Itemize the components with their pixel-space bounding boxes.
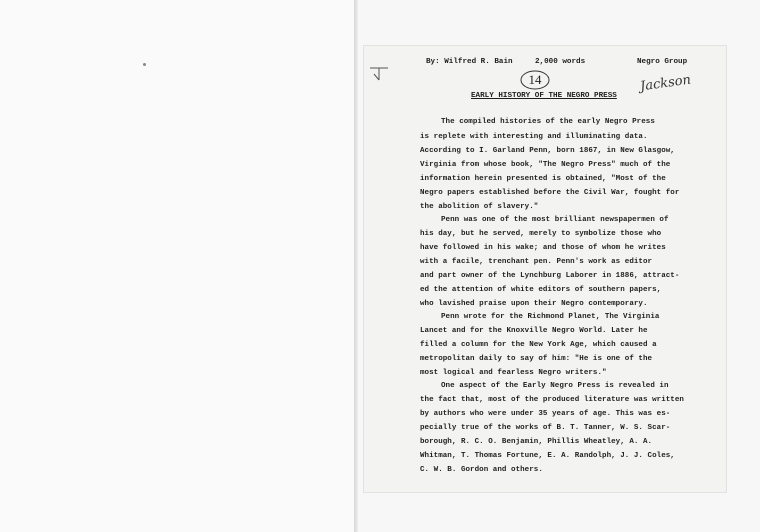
text-line: filled a column for the New York Age, which caused a	[420, 341, 657, 349]
text-line: Lancet and for the Knoxville Negro World. Later he	[420, 327, 648, 335]
text-line: metropolitan daily to say of him: "He is one of the	[420, 355, 653, 363]
margin-check-mark	[366, 60, 392, 86]
text-line: his day, but he served, merely to symbolize those who	[420, 230, 662, 238]
text-line: borough, R. C. O. Benjamin, Phillis Wheatley, A. A.	[420, 438, 653, 446]
text-line: One aspect of the Early Negro Press is revealed in	[441, 382, 669, 390]
word-count: 2,000 words	[535, 58, 586, 66]
text-line: ed the attention of white editors of southern papers,	[420, 286, 662, 294]
text-line: Virginia from whose book, "The Negro Press" much of the	[420, 161, 671, 169]
text-line: Whitman, T. Thomas Fortune, E. A. Randolph, J. J. Coles,	[420, 452, 675, 460]
text-line: The compiled histories of the early Negro Press	[441, 118, 655, 126]
speck-mark	[143, 63, 146, 66]
page-number	[519, 69, 551, 91]
text-line: is replete with interesting and illuminating data.	[420, 133, 648, 141]
text-line: pecially true of the works of B. T. Tanner, W. S. Scar-	[420, 424, 671, 432]
text-line: According to I. Garland Penn, born 1867, in New Glasgow,	[420, 147, 675, 155]
text-line: with a facile, trenchant pen. Penn's work as editor	[420, 258, 653, 266]
text-line: C. W. B. Gordon and others.	[420, 466, 543, 474]
text-line: and part owner of the Lynchburg Laborer in 1886, attract-	[420, 272, 680, 280]
author-line: By: Wilfred R. Bain	[426, 58, 513, 66]
text-line: who lavished praise upon their Negro contemporary.	[420, 300, 648, 308]
handwritten-signature: Jackson	[639, 72, 692, 95]
text-line: have followed in his wake; and those of whom he writes	[420, 244, 666, 252]
document-title: EARLY HISTORY OF THE NEGRO PRESS	[471, 92, 617, 100]
left-blank-page	[0, 0, 356, 532]
text-line: Penn wrote for the Richmond Planet, The Virginia	[441, 313, 660, 321]
text-line: by authors who were under 35 years of age. This was es-	[420, 410, 671, 418]
text-line: the fact that, most of the produced literature was written	[420, 396, 684, 404]
text-line: Negro papers established before the Civil War, fought for	[420, 189, 680, 197]
page-number-text: 14	[528, 72, 542, 87]
text-line: Penn was one of the most brilliant newspapermen of	[441, 216, 669, 224]
text-line: most logical and fearless Negro writers."	[420, 369, 607, 377]
group-label: Negro Group	[637, 58, 688, 66]
text-line: the abolition of slavery."	[420, 203, 539, 211]
text-line: information herein presented is obtained, "Most of the	[420, 175, 666, 183]
